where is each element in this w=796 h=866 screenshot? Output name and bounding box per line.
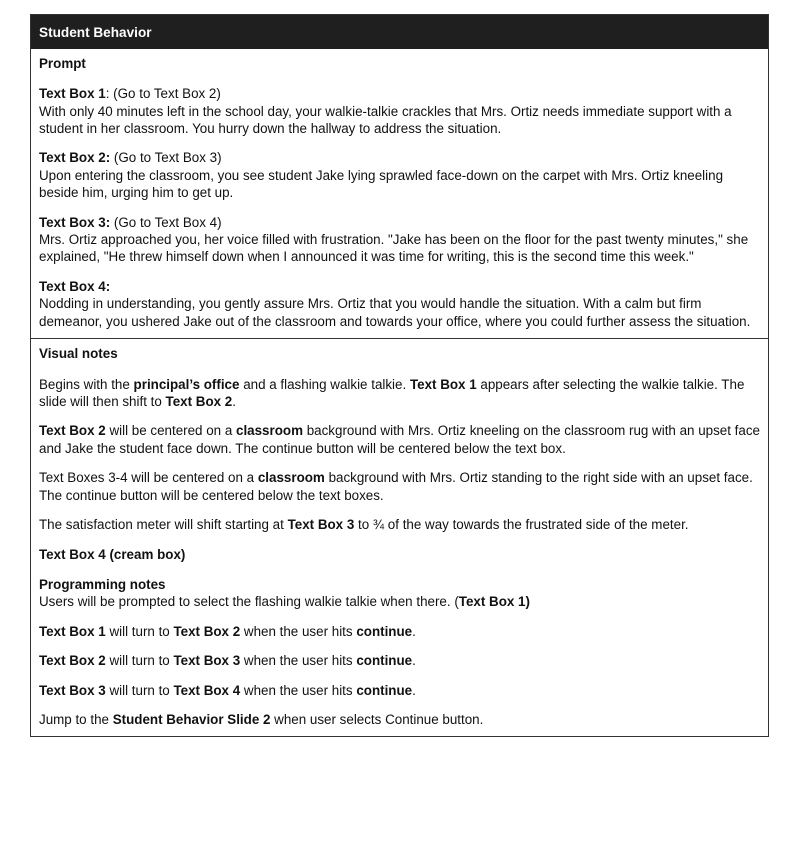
text-box-goto: (Go to Text Box 3) — [110, 150, 222, 166]
note-text: Text Boxes 3-4 will be centered on a — [39, 470, 258, 486]
visual-note-paragraph — [39, 376, 760, 411]
visual-note-paragraph — [39, 469, 760, 504]
note-text: will turn to — [105, 623, 174, 639]
programming-notes — [39, 576, 760, 611]
note-text: background with Mrs. Ortiz standing to the right side with an upset face. The continue button will be centered below the text boxes. — [39, 470, 753, 503]
note-emphasis: Text Box 4 — [173, 682, 241, 698]
note-emphasis: Text Box 3 — [287, 517, 355, 533]
note-text: Users will be prompted to select the flashing walkie talkie when there. ( — [39, 594, 459, 610]
note-emphasis: Text Box 1 — [409, 376, 477, 392]
note-text: background with Mrs. Ortiz kneeling on the classroom rug with an upset face and Jake the student face down. The continue button will be centered below the text box. — [39, 423, 760, 456]
text-box-2 — [39, 149, 760, 201]
note-text: . — [232, 394, 236, 409]
note-emphasis: Text Box 3 — [173, 653, 241, 669]
note-text: when user selects Continue button. — [270, 712, 484, 728]
visual-note-paragraph — [39, 422, 760, 457]
text-box-label: Text Box 4: — [39, 278, 111, 294]
prompt-section — [31, 49, 768, 338]
header-title: Student Behavior — [39, 25, 152, 40]
text-box-1 — [39, 85, 760, 137]
visual-notes-heading: Visual notes — [39, 346, 118, 362]
transition-note — [39, 623, 760, 640]
note-text: . — [412, 682, 416, 698]
note-emphasis: classroom — [257, 470, 325, 486]
note-text: The satisfaction meter will shift starting at — [39, 517, 288, 533]
note-text: appears after selecting the walkie talkie. The slide will then shift to — [39, 376, 745, 409]
text-box-body: Nodding in understanding, you gently assure Mrs. Ortiz that you would handle the situation. With a calm but firm demeanor, you ushered Jake out of the classroom and towards your office, where you could further assess the situation. — [39, 296, 751, 329]
note-emphasis: Text Box 4 (cream box) — [39, 546, 186, 562]
text-box-body: Mrs. Ortiz approached you, her voice filled with frustration. "Jake has been on the floor for the past twenty minutes," she explained, "He threw himself down when I announced it was time for writing, this is the second time this week." — [39, 232, 749, 265]
note-emphasis: Text Box 2 — [165, 394, 233, 409]
transition-note — [39, 652, 760, 669]
transition-note — [39, 682, 760, 699]
note-emphasis: principal’s office — [133, 376, 240, 392]
note-text: will turn to — [105, 653, 174, 669]
note-text: when the user hits — [240, 653, 357, 669]
note-text: to ¾ of the way towards the frustrated side of the meter. — [354, 517, 689, 533]
jump-note — [39, 711, 760, 728]
document-table — [30, 14, 769, 737]
text-box-goto: (Go to Text Box 4) — [110, 214, 222, 230]
note-emphasis: Text Box 1 — [39, 623, 106, 639]
note-emphasis: Text Box 2 — [39, 423, 106, 439]
note-emphasis: continue — [356, 682, 413, 698]
table-header — [31, 15, 768, 49]
visual-notes-section — [31, 338, 768, 736]
note-emphasis: continue — [356, 653, 413, 669]
text-box-body: Upon entering the classroom, you see student Jake lying sprawled face-down on the carpet with Mrs. Ortiz kneeling beside him, urging him to get up. — [39, 167, 724, 201]
text-box-body: With only 40 minutes left in the school day, your walkie-talkie crackles that Mrs. Ortiz needs immediate support with a student in her classroom. You hurry down the hallway to address the situation. — [39, 103, 732, 136]
text-box-4 — [39, 278, 760, 330]
note-text: . — [412, 623, 416, 639]
note-text: when the user hits — [240, 623, 357, 639]
note-text: . — [412, 653, 416, 669]
note-emphasis: Text Box 2 — [173, 623, 241, 639]
note-text: Jump to the — [39, 712, 113, 728]
prompt-heading: Prompt — [39, 55, 86, 71]
text-box-goto: : (Go to Text Box 2) — [105, 86, 221, 102]
visual-note-paragraph — [39, 546, 760, 563]
note-text: will turn to — [105, 682, 174, 698]
note-text: will be centered on a — [105, 423, 236, 439]
note-text: and a flashing walkie talkie. — [239, 376, 410, 392]
note-text: when the user hits — [240, 682, 357, 698]
note-emphasis: Text Box 3 — [39, 682, 106, 698]
note-emphasis: Student Behavior Slide 2 — [112, 712, 271, 728]
text-box-label: Text Box 2: — [39, 150, 111, 166]
text-box-3 — [39, 214, 760, 266]
text-box-label: Text Box 1 — [39, 86, 106, 102]
note-emphasis: Text Box 1) — [458, 594, 530, 610]
note-emphasis: continue — [356, 623, 413, 639]
note-emphasis: classroom — [236, 423, 303, 439]
programming-heading: Programming notes — [39, 576, 166, 592]
visual-note-paragraph — [39, 516, 760, 533]
text-box-label: Text Box 3: — [39, 214, 111, 230]
note-emphasis: Text Box 2 — [39, 653, 106, 669]
note-text: Begins with the — [39, 376, 134, 392]
